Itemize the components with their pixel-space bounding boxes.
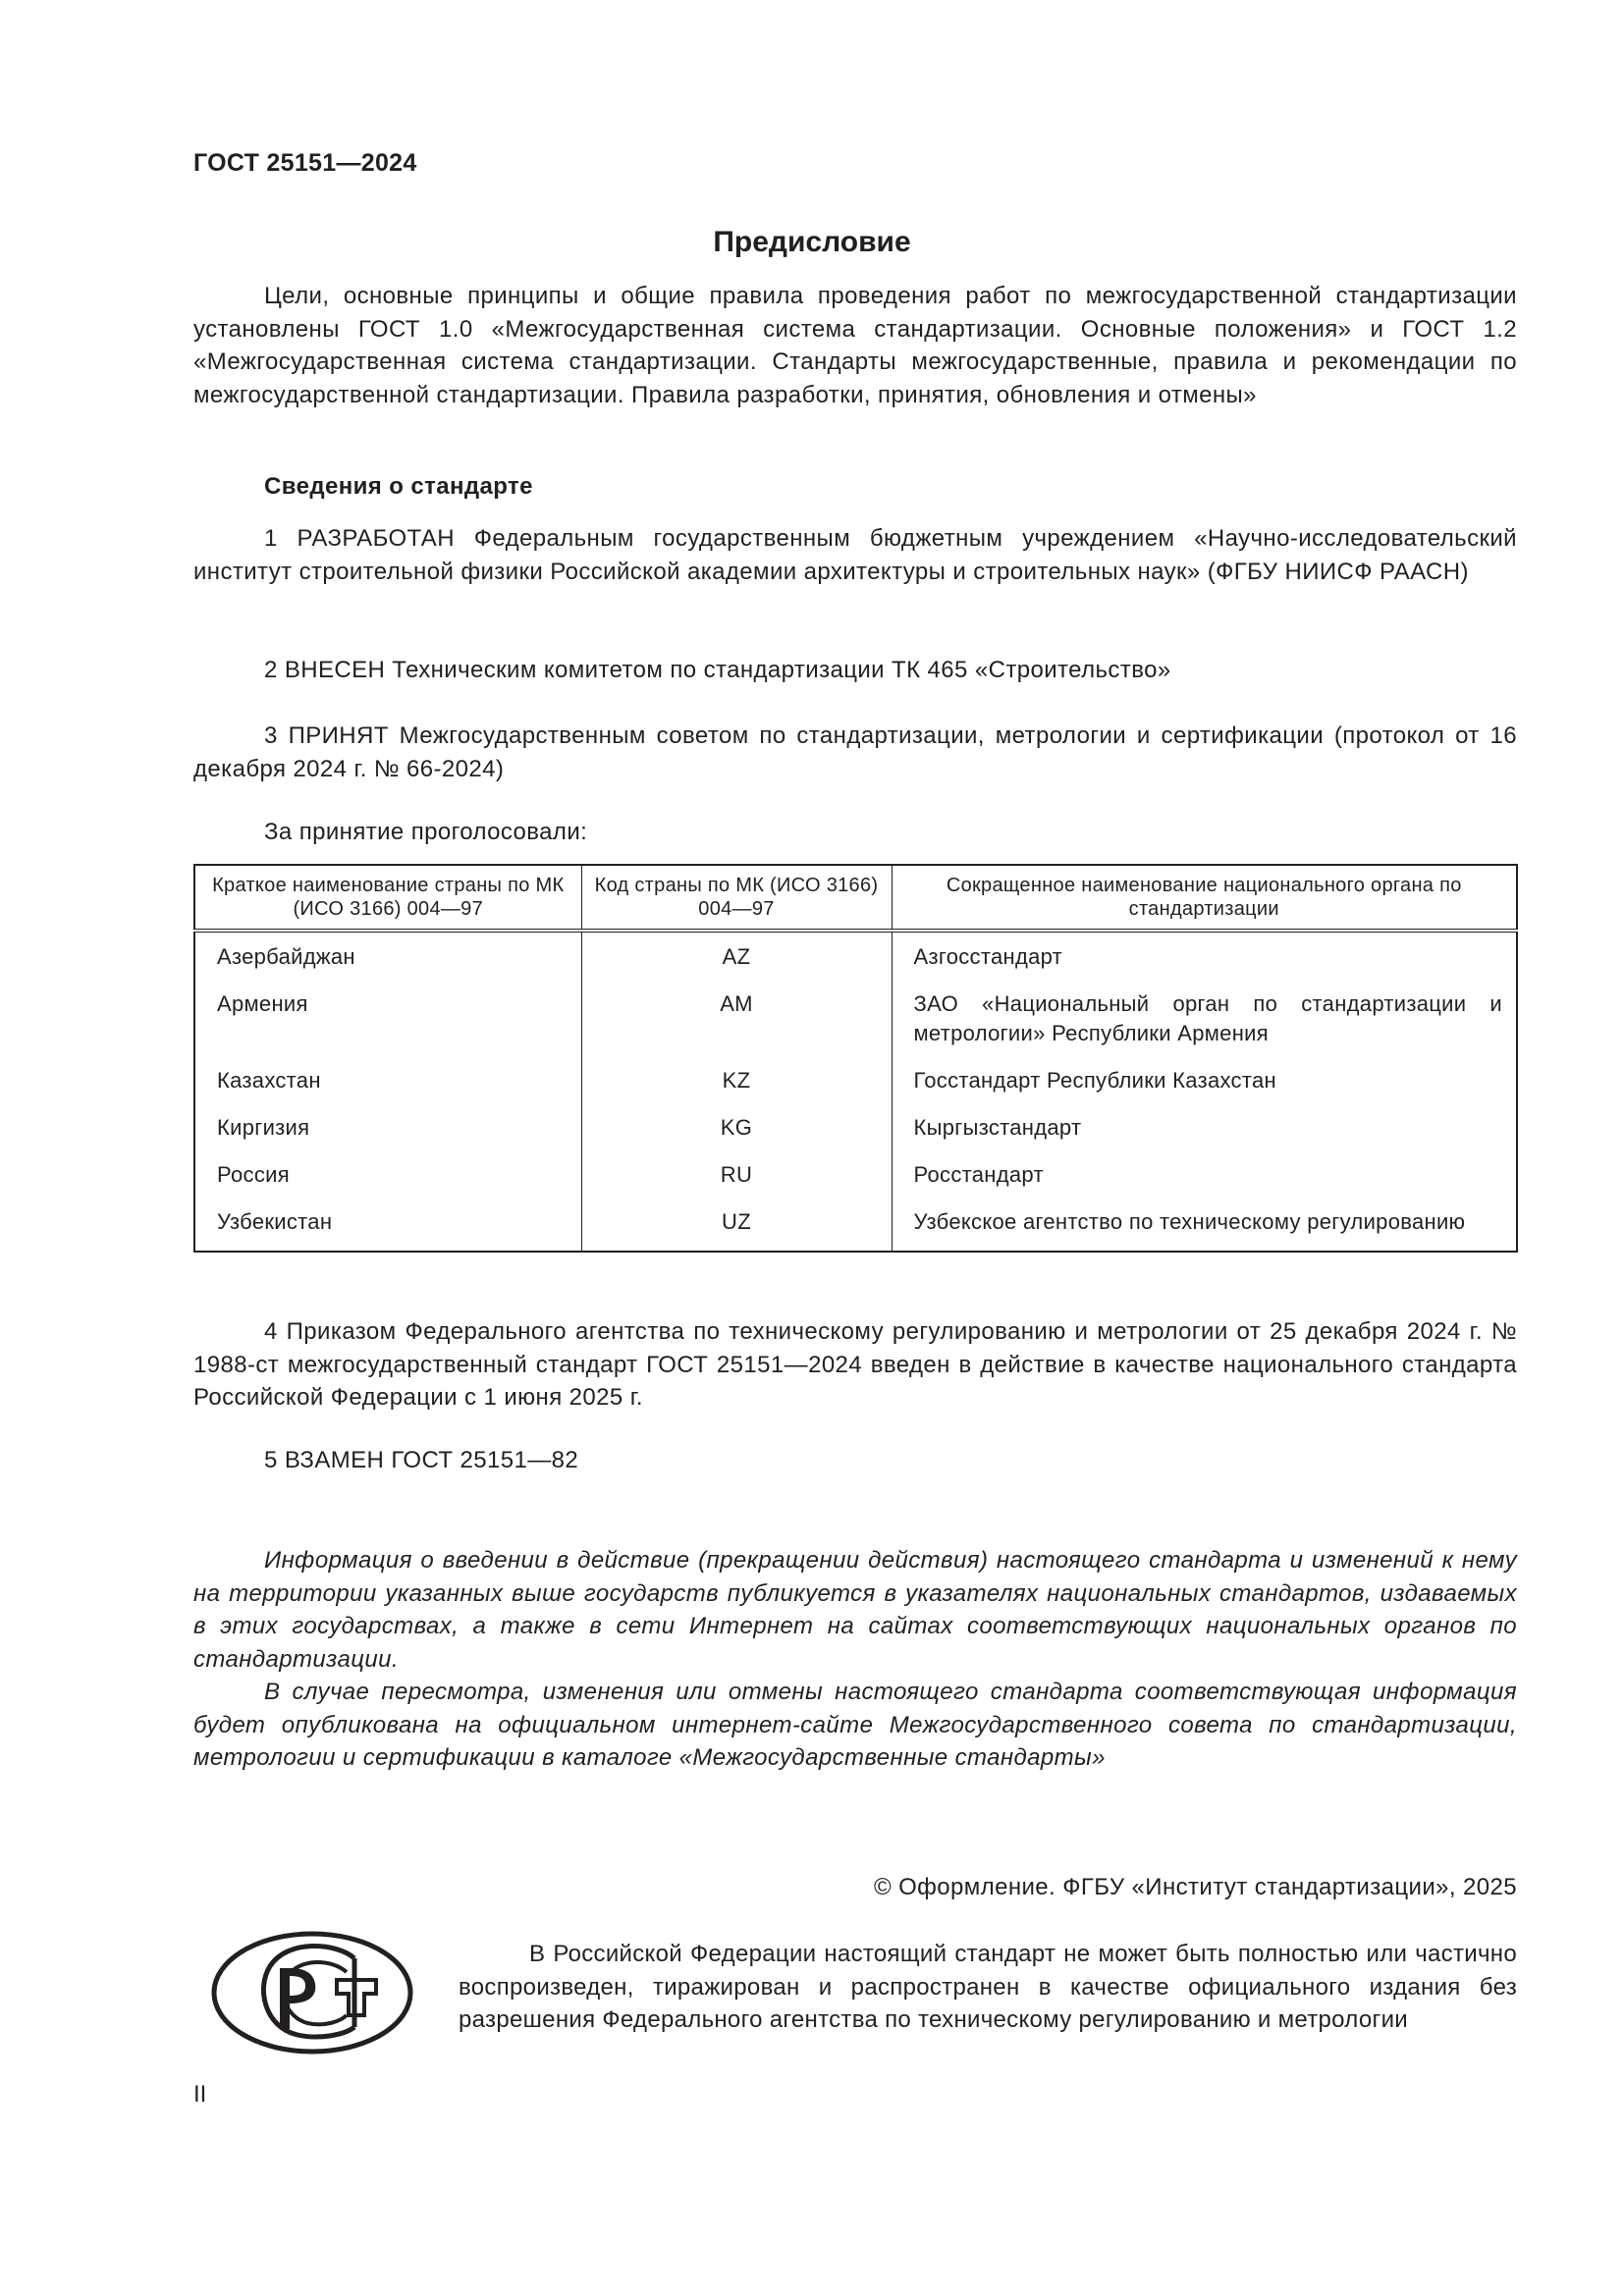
country-cell: Азербайджан [194, 931, 581, 984]
info-heading: Сведения о стандарте [264, 473, 533, 500]
page-title: Предисловие [713, 226, 911, 258]
intro-text: Цели, основные принципы и общие правила проведения работ по межгосударственной стандартизации установлены ГОСТ 1.0 «Межгосударственная система стандартизации. Основные положения» и ГОСТ 1.2 «Межгосударственная система стандартизации. Стандарты межгосударственные, правила и рекомендации по межгосударственной стандартизации. Правила разработки, принятия, обновления и отмены» [193, 283, 1517, 408]
col-header-code: Код страны по МК (ИСО 3166) 004—97 [581, 865, 892, 931]
gost-r-logo-icon [209, 1929, 415, 2056]
page-number: II [193, 2081, 207, 2108]
code-cell: UZ [581, 1201, 892, 1252]
document-code: ГОСТ 25151—2024 [193, 149, 417, 177]
table-row [194, 1060, 1517, 1107]
org-cell: ЗАО «Национальный орган по стандартизации и метрологии» Республики Армения [892, 984, 1517, 1060]
copyright-notice-text: В Российской Федерации настоящий стандарт не может быть полностью или частично воспроизведен, тиражирован и распространен в качестве официального издания без разрешения Федерального агентства по техническому регулированию и метрологии [459, 1941, 1517, 2033]
org-cell: Госстандарт Республики Казахстан [892, 1060, 1517, 1107]
item-enacted [193, 1315, 1517, 1415]
org-cell: Азгосстандарт [892, 931, 1517, 984]
code-cell: AZ [581, 931, 892, 984]
item-enacted-text: 4 Приказом Федерального агентства по техническому регулированию и метрологии от 25 декабря 2024 г. № 1988-ст межгосударственный стандарт ГОСТ 25151—2024 введен в действие в качестве национального стандарта Российской Федерации с 1 июня 2025 г. [193, 1318, 1517, 1411]
code-cell: KZ [581, 1060, 892, 1107]
country-cell: Казахстан [194, 1060, 581, 1107]
code-cell: RU [581, 1154, 892, 1201]
country-cell: Киргизия [194, 1107, 581, 1154]
item-introduced-text: 2 ВНЕСЕН Техническим комитетом по стандартизации ТК 465 «Строительство» [264, 657, 1171, 683]
item-replaces: 5 ВЗАМЕН ГОСТ 25151—82 [264, 1447, 579, 1473]
item-adopted [193, 720, 1517, 785]
table-row [194, 1107, 1517, 1154]
note-publication [193, 1544, 1517, 1676]
item-developed [193, 522, 1517, 588]
table-header-row [194, 865, 1517, 931]
code-cell: KG [581, 1107, 892, 1154]
org-cell: Кыргызстандарт [892, 1107, 1517, 1154]
copyright-line: © Оформление. ФГБУ «Институт стандартизации», 2025 [873, 1874, 1517, 1900]
table-row [194, 1201, 1517, 1252]
table-row [194, 931, 1517, 984]
item-adopted-text: 3 ПРИНЯТ Межгосударственным советом по стандартизации, метрологии и сертификации (протокол от 16 декабря 2024 г. № 66-2024) [193, 722, 1517, 782]
item-introduced [193, 654, 1517, 687]
intro-paragraph [193, 280, 1517, 411]
note-revision [193, 1676, 1517, 1775]
item-developed-text: 1 РАЗРАБОТАН Федеральным государственным бюджетным учреждением «Научно-исследовательский институт строительной физики Российской академии архитектуры и строительных наук» (ФГБУ НИИСФ РААСН) [193, 525, 1517, 585]
votes-table [193, 864, 1518, 1253]
note-revision-text: В случае пересмотра, изменения или отмены настоящего стандарта соответствующая информация будет опубликована на официальном интернет-сайте Межгосударственного совета по стандартизации, метрологии и сертификации в каталоге «Межгосударственные стандарты» [193, 1679, 1517, 1771]
col-header-country: Краткое наименование страны по МК (ИСО 3166) 004—97 [194, 865, 581, 931]
copyright-notice [459, 1938, 1517, 2037]
table-row [194, 984, 1517, 1060]
table-row [194, 1154, 1517, 1201]
org-cell: Узбекское агентство по техническому регулированию [892, 1201, 1517, 1252]
org-cell: Росстандарт [892, 1154, 1517, 1201]
country-cell: Узбекистан [194, 1201, 581, 1252]
note-publication-text: Информация о введении в действие (прекращении действия) настоящего стандарта и изменений к нему на территории указанных выше государств публикуется в указателях национальных стандартов, издаваемых в этих государствах, а также в сети Интернет на сайтах соответствующих национальных органов по стандартизации. [193, 1547, 1517, 1673]
country-cell: Армения [194, 984, 581, 1060]
col-header-org: Сокращенное наименование национального органа по стандартизации [892, 865, 1517, 931]
country-cell: Россия [194, 1154, 581, 1201]
votes-label: За принятие проголосовали: [264, 819, 588, 845]
code-cell: AM [581, 984, 892, 1060]
